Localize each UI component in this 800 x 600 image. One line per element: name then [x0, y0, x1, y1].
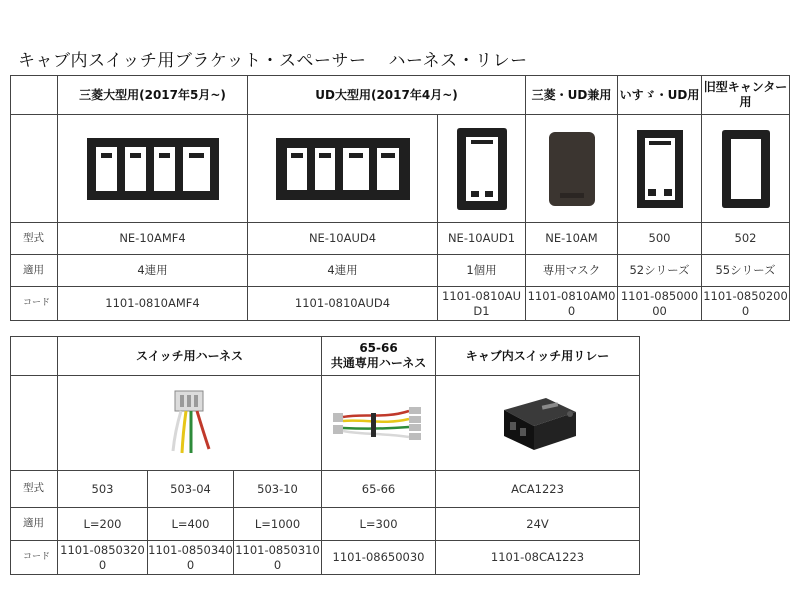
- image-cell-switch-harness: [58, 376, 322, 471]
- model-cell: NE-10AUD1: [438, 223, 526, 255]
- mask-image: [546, 129, 598, 209]
- image-cell-500: [618, 115, 702, 223]
- image-cell-aud1: [438, 115, 526, 223]
- image-cell-common-harness: [322, 376, 436, 471]
- page-title-sub: ハーネス・リレー: [388, 51, 528, 71]
- harness-relay-table: [10, 336, 640, 575]
- image-cell-aud4: [248, 115, 438, 223]
- usage-cell: 4連用: [58, 255, 248, 287]
- code-cell: 1101-08500000: [618, 287, 702, 321]
- header-switch-harness: スイッチ用ハーネス: [58, 337, 322, 376]
- header-mitsubishi-ud: 三菱・UD兼用: [526, 76, 618, 115]
- model-cell: 500: [618, 223, 702, 255]
- row-label-usage: 適用: [11, 255, 58, 287]
- bracket-500-image: [634, 127, 686, 211]
- header-common-harness-model: 65-66: [359, 341, 398, 355]
- row-label-code: コード: [11, 287, 58, 321]
- model-cell: 503-04: [148, 471, 234, 508]
- bracket-502-image: [719, 127, 773, 211]
- header-common-harness: [322, 337, 436, 376]
- model-cell: 503-10: [234, 471, 322, 508]
- row-label-model: 型式: [11, 471, 58, 508]
- page-title-main: キャブ内スイッチ用ブラケット・スペーサー: [18, 51, 367, 71]
- code-cell: 1101-08503400: [148, 541, 234, 575]
- image-label-cell: [11, 376, 58, 471]
- usage-cell: L=200: [58, 508, 148, 541]
- header-common-harness-label: 共通専用ハーネス: [330, 356, 427, 370]
- image-cell-relay: [436, 376, 640, 471]
- code-cell: 1101-0810AUD1: [438, 287, 526, 321]
- model-cell: 65-66: [322, 471, 436, 508]
- image-cell-am: [526, 115, 618, 223]
- model-cell: ACA1223: [436, 471, 640, 508]
- code-cell: 1101-08650030: [322, 541, 436, 575]
- model-cell: 503: [58, 471, 148, 508]
- usage-cell: L=400: [148, 508, 234, 541]
- model-cell: NE-10AUD4: [248, 223, 438, 255]
- bracket-4way-image: [83, 134, 223, 204]
- header-mitsubishi: 三菱大型用(2017年5月~): [58, 76, 248, 115]
- bracket-4way-ud-image: [273, 135, 413, 203]
- code-cell: 1101-08503200: [58, 541, 148, 575]
- relay-image: [490, 390, 586, 456]
- bracket-single-image: [454, 125, 510, 213]
- common-harness-image: [329, 395, 429, 451]
- usage-cell: 専用マスク: [526, 255, 618, 287]
- usage-cell: 55シリーズ: [702, 255, 790, 287]
- usage-cell: 4連用: [248, 255, 438, 287]
- usage-cell: 52シリーズ: [618, 255, 702, 287]
- model-cell: 502: [702, 223, 790, 255]
- model-cell: NE-10AMF4: [58, 223, 248, 255]
- corner-cell: [11, 76, 58, 115]
- header-old-canter: 旧型キャンター用: [702, 76, 790, 115]
- code-cell: 1101-08CA1223: [436, 541, 640, 575]
- code-cell: 1101-0810AMF4: [58, 287, 248, 321]
- corner-cell: [11, 337, 58, 376]
- switch-harness-image: [155, 387, 225, 459]
- image-cell-502: [702, 115, 790, 223]
- usage-cell: L=300: [322, 508, 436, 541]
- image-label-cell: [11, 115, 58, 223]
- header-isuzu-ud: いすゞ・UD用: [618, 76, 702, 115]
- page-title: [18, 46, 528, 71]
- row-label-code: コード: [11, 541, 58, 575]
- code-cell: 1101-0810AUD4: [248, 287, 438, 321]
- code-cell: 1101-0810AM00: [526, 287, 618, 321]
- usage-cell: 1個用: [438, 255, 526, 287]
- model-cell: NE-10AM: [526, 223, 618, 255]
- usage-cell: L=1000: [234, 508, 322, 541]
- bracket-table: [10, 75, 790, 321]
- usage-cell: 24V: [436, 508, 640, 541]
- code-cell: 1101-08502000: [702, 287, 790, 321]
- header-relay: キャブ内スイッチ用リレー: [436, 337, 640, 376]
- image-cell-amf4: [58, 115, 248, 223]
- header-ud: UD大型用(2017年4月~): [248, 76, 526, 115]
- row-label-model: 型式: [11, 223, 58, 255]
- code-cell: 1101-08503100: [234, 541, 322, 575]
- row-label-usage: 適用: [11, 508, 58, 541]
